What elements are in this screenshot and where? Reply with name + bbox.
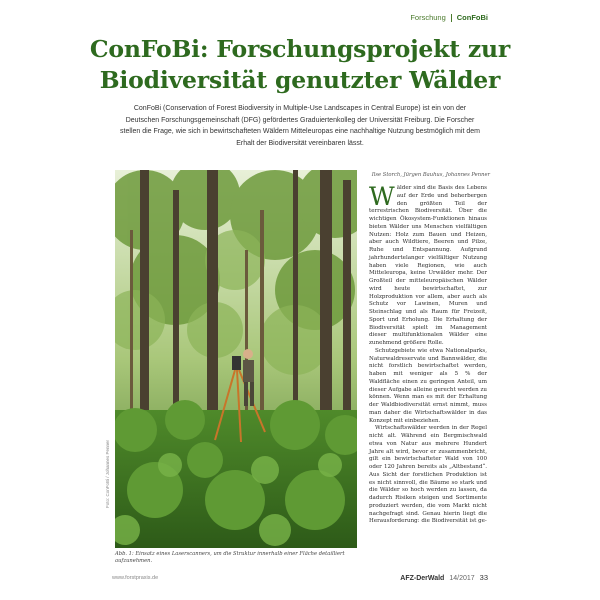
paragraph-2: Schutzgebiete wie etwa Nationalparks, Naturwaldreservate und Bannwälder, die nicht forstlich bewirtschaftet werden, haben mit weniger als 5 % der Waldfläche einen zu geringen Anteil, um dieser Aufgabe alleine gerecht werden zu können. Wenn man es mit der Erhaltung der Waldbiodiversität ernst nimmt, muss man daher die Wirtschaftswälder in das Konzept mit einbeziehen.: [369, 347, 487, 424]
forest-illustration: [115, 170, 357, 548]
paragraph-1: [369, 182, 487, 348]
article-title: [80, 34, 520, 96]
issue-number: 14/2017: [449, 575, 475, 582]
article-authors: Ilse Storch, Jürgen Bauhus, Johannes Penner: [371, 172, 490, 178]
magazine-name: AFZ-DerWald: [400, 575, 445, 582]
article-lead: ConFoBi (Conservation of Forest Biodiversity in Multiple-Use Landscapes in Central Europe) ist ein von der Deutschen Forschungsgemeinschaft (DFG) gefördertes Graduiertenkolleg der Universität Freiburg. Die Forscher stellen die Frage, wie sich in bewirtschafteten Wäldern Mitteleuropas eine nachhaltige Nutzung bestmöglich mit dem Erhalt der Biodiversität vereinbaren lässt.: [120, 105, 480, 147]
section-divider: [451, 14, 452, 22]
section-label: Forschung: [410, 13, 446, 22]
article-body: [369, 182, 487, 526]
photo-credit: Foto: ConFoBi / Johannes Penner: [105, 439, 110, 508]
page-number: 33: [479, 573, 488, 582]
drop-cap: W: [369, 182, 395, 211]
footer-url[interactable]: www.forstpraxis.de: [112, 575, 159, 581]
title-line-2: Biodiversität genutzter Wälder: [99, 66, 501, 94]
section-tag: ConFoBi: [456, 13, 488, 22]
photo-caption: Abb. 1: Einsatz eines Laserscanners, um die Struktur innerhalb einer Fläche detailliert aufzunehmen.: [115, 551, 345, 564]
footer-info: [400, 573, 488, 582]
paragraph-3: Wirtschaftswälder werden in der Regel nicht alt. Während ein Bergmischwald etwa von Natur aus mehrere Hundert Jahre alt wird, bevor er zusammenbricht, gilt ein bewirtschafteter Wald von 100 oder 120 Jahren bereits als „Altbestand“. Aus Sicht der forstlichen Produktion ist es nicht sinnvoll, die Bäume so stark und die Wälder so hoch werden zu lassen, da dadurch Risiken steigen und Sortimente produziert werden, die vom Markt nicht nachgefragt sind. Genau hierin liegt die Herausforderung: die Biodiversität ist ge-: [369, 425, 487, 525]
section-header: [410, 13, 488, 22]
forest-photo: [115, 170, 357, 548]
title-line-1: ConFoBi: Forschungsprojekt zur: [89, 35, 511, 63]
paragraph-1-text: älder sind die Basis des Lebens auf der Erde und beherbergen den größten Teil der terrestrischen Biodiversität. Über die wichtigen Ökosystem-Funktionen hinaus bieten Wälder uns Menschen vielfältigen Nutzen: Holz zum Bauen und Heizen, aber auch Wildtiere, Beeren und Pilze, Ruhe und Entspannung. Aufgrund jahrhundertelanger vielfältiger Nutzung haben viele Regionen, wie auch Mitteleuropa, keine Urwälder mehr. Der Großteil der mitteleuropäischen Wälder wird heute bewirtschaftet, zur Holzproduktion vor allem, aber auch als Schutz vor Lawinen, Muren und Steinschlag und als Raum für Freizeit, Sport und Erholung. Die Erhaltung der Biodiversität spielt im Management dieser multifunktionalen Wälder eine zunehmend größere Rolle.: [369, 185, 487, 346]
